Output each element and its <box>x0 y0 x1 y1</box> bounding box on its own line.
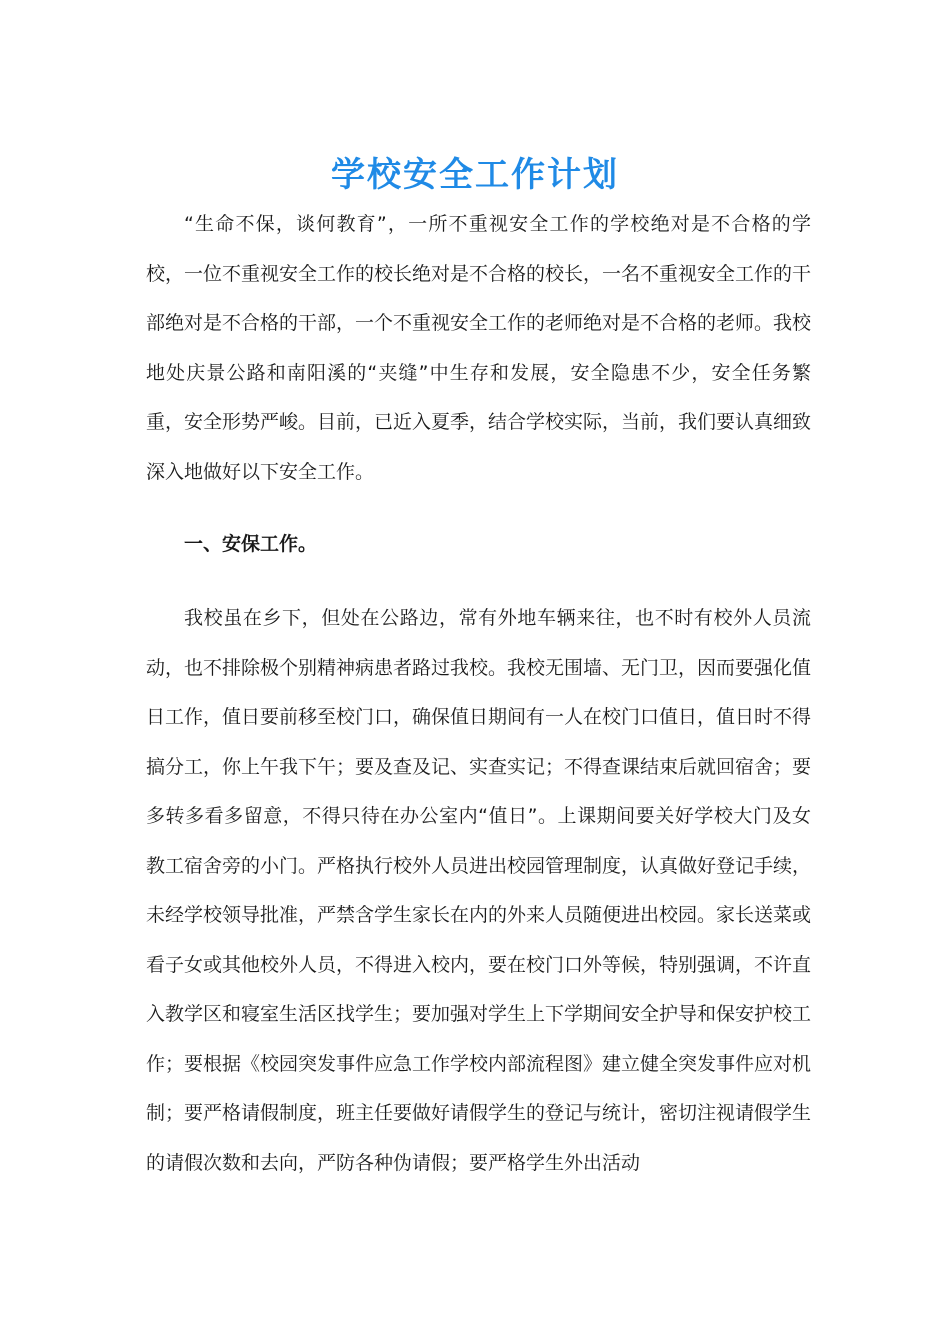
document-title: 学校安全工作计划 <box>331 154 619 195</box>
security-paragraph: 我校虽在乡下，但处在公路边，常有外地车辆来往，也不时有校外人员流动，也不排除极个别精神病患者路过我校。我校无围墙、无门卫，因而要强化值日工作，值日要前移至校门口，确保值日期间有一人在校门口值日，值日时不得搞分工，你上午我下午；要及查及记、实查实记；不得查课结束后就回宿舍；要多转多看多留意，不得只待在办公室内“值日”。上课期间要关好学校大门及女教工宿舍旁的小门。严格执行校外人员进出校园管理制度，认真做好登记手续，未经学校领导批准，严禁含学生家长在内的外来人员随便进出校园。家长送菜或看子女或其他校外人员，不得进入校内，要在校门口外等候，特别强调，不许直入教学区和寝室生活区找学生；要加强对学生上下学期间安全护导和保安护校工作；要根据《校园突发事件应急工作学校内部流程图》建立健全突发事件应对机制；要严格请假制度，班主任要做好请假学生的登记与统计，密切注视请假学生的请假次数和去向，严防各种伪请假；要严格学生外出活动 <box>146 607 812 1174</box>
section-heading-security: 一、安保工作。 <box>184 533 318 555</box>
intro-paragraph: “生命不保，谈何教育”，一所不重视安全工作的学校绝对是不合格的学校，一位不重视安全工作的校长绝对是不合格的校长，一名不重视安全工作的干部绝对是不合格的干部，一个不重视安全工作的老师绝对是不合格的老师。我校地处庆景公路和南阳溪的“夹缝”中生存和发展，安全隐患不少，安全任务繁重，安全形势严峻。目前，已近入夏季，结合学校实际，当前，我们要认真细致深入地做好以下安全工作。 <box>146 213 812 483</box>
